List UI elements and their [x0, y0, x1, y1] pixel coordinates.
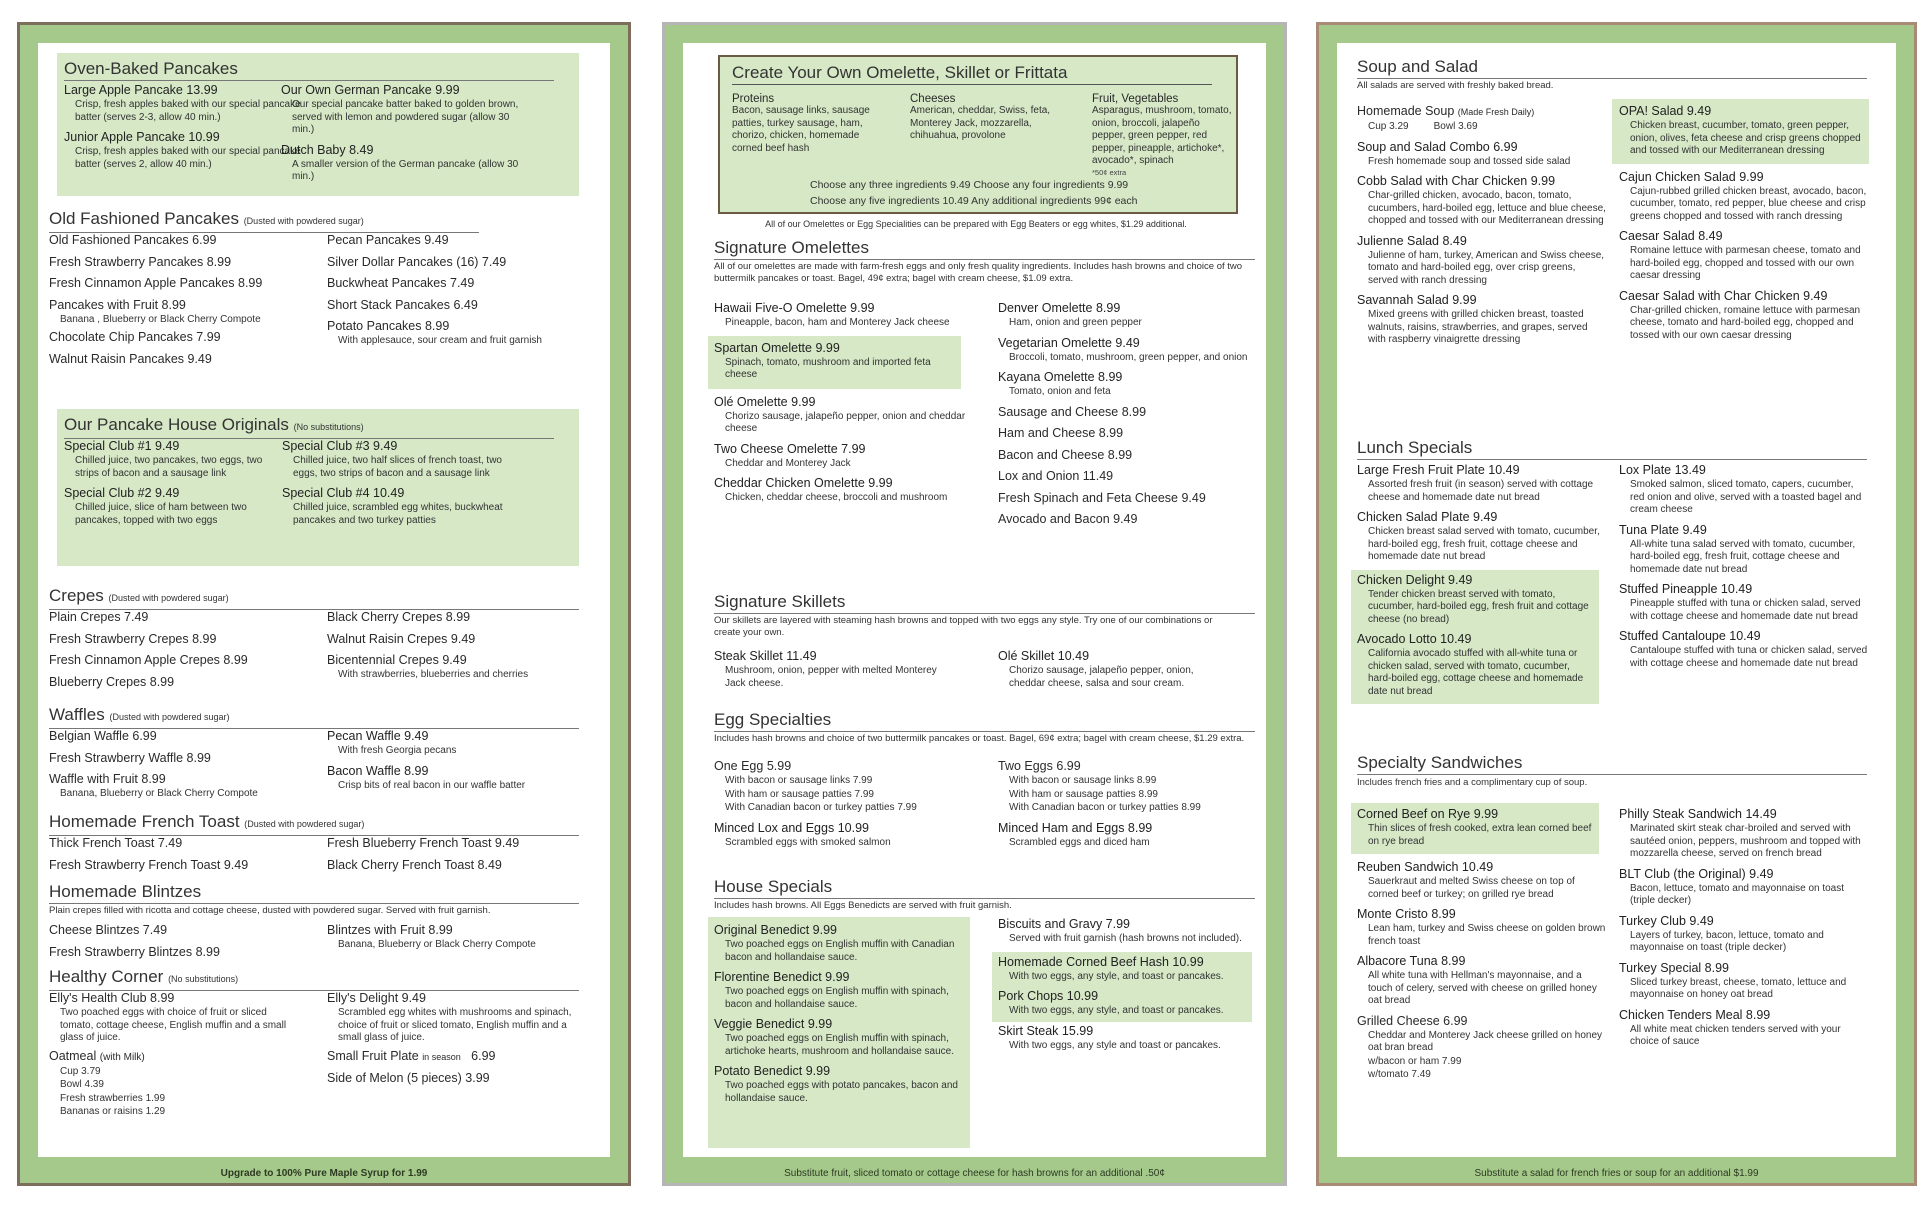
menu-item: Large Fresh Fruit Plate 10.49 Assorted fresh fruit (in season) served with cottage cheese and homemade date nut bread — [1357, 463, 1594, 503]
item-desc: Cup 3.29 Bowl 3.69 — [1368, 121, 1478, 132]
section-note: Our skillets are layered with steaming hash browns and topped with two eggs any style. Try one of our combinations or create your own. — [714, 615, 1213, 638]
menu-item: Hawaii Five-O Omelette 9.99 Pineapple, bacon, ham and Monterey Jack cheese — [714, 301, 950, 328]
menu-item: Caesar Salad 8.49 Romaine lettuce with parmesan cheese, tomato and hard-boiled egg, chopped and tossed with our own caesar dressing — [1619, 229, 1861, 281]
section-title: Egg Specialties — [714, 710, 1255, 732]
menu-item: Chocolate Chip Pancakes 7.99 — [49, 330, 221, 344]
menu-item: Avocado Lotto 10.49 California avocado stuffed with all-white tuna or chicken salad, served with tomato, cucumber, hard-boiled egg, cottage cheese and homemade date nut bread — [1357, 632, 1584, 697]
menu-item: Cajun Chicken Salad 9.99 Cajun-rubbed grilled chicken breast, avocado, bacon, cucumber, tomato, red pepper, blue cheese and crisp greens chopped and tossed with ranch dressing — [1619, 169, 1867, 222]
panel-content — [683, 43, 1266, 1157]
menu-item: Large Apple Pancake 13.99 Crisp, fresh apples baked with our special pancake batter (serves 2-3, allow 40 min.) — [64, 83, 301, 123]
menu-item: Florentine Benedict 9.99 Two poached eggs on English muffin with spinach, bacon and hollandaise sauce. — [714, 970, 949, 1010]
menu-item: Blintzes with Fruit 8.99 — [327, 923, 453, 937]
item-desc: Banana, Blueberry or Black Cherry Compote — [338, 939, 536, 950]
menu-item: Bicentennial Crepes 9.49 — [327, 653, 467, 667]
section-note: Plain crepes filled with ricotta and cottage cheese, dusted with powdered sugar. Served with fruit garnish. — [49, 905, 491, 916]
section-title: Healthy Corner (No substitutions) — [49, 967, 579, 991]
section-note: All of our omelettes are made with farm-fresh eggs and only fresh quality ingredients. Includes hash browns and choice of two buttermilk pancakes or toast. Bagel, 49¢ extra; bagel with cream cheese, $1.09 extra. — [714, 261, 1243, 284]
menu-item: Junior Apple Pancake 10.99 Crisp, fresh apples baked with our special pancake batter (serves 2, allow 40 min.) — [64, 130, 301, 170]
menu-item: Bacon and Cheese 8.99 — [998, 447, 1133, 462]
menu-item: Philly Steak Sandwich 14.49 Marinated skirt steak char-broiled and served with sautéed onion, peppers, mushroom and topped with mozzarella cheese, served on french bread — [1619, 807, 1861, 859]
item-desc: With ham or sausage patties 8.99 — [1009, 788, 1158, 800]
menu-item: Elly's Health Club 8.99 — [49, 991, 175, 1005]
menu-item: Dutch Baby 8.49 A smaller version of the German pancake (allow 30 min.) — [281, 142, 519, 182]
menu-item: Short Stack Pancakes 6.49 — [327, 297, 478, 312]
section-title: Soup and Salad — [1357, 57, 1867, 79]
menu-item: Fresh Strawberry Waffle 8.99 — [49, 750, 211, 765]
menu-item: Special Club #4 10.49 Chilled juice, scrambled egg whites, buckwheat pancakes and two turkey patties — [282, 486, 503, 526]
menu-item: Tuna Plate 9.49 All-white tuna salad served with tomato, cucumber, hard-boiled egg, fresh fruit, cottage cheese and homemade date nut bread — [1619, 522, 1856, 575]
item-desc: Two poached eggs with choice of fruit or sliced tomato, cottage cheese, English muffin and a small glass of juice. — [60, 1007, 287, 1043]
menu-item: Lox Plate 13.49 Smoked salmon, sliced tomato, capers, cucumber, red onion and olive, served with a toasted bagel and cream cheese — [1619, 463, 1862, 515]
section-title: Create Your Own Omelette, Skillet or Frittata — [732, 63, 1212, 85]
panel-content — [1337, 43, 1896, 1157]
menu-item: Fresh Strawberry Blintzes 8.99 — [49, 944, 220, 959]
menu-item: Blueberry Crepes 8.99 — [49, 674, 175, 689]
menu-item: Minced Lox and Eggs 10.99 Scrambled eggs with smoked salmon — [714, 820, 891, 848]
menu-item: Skirt Steak 15.99 With two eggs, any style and toast or pancakes. — [998, 1023, 1221, 1051]
section-title: Crepes (Dusted with powdered sugar) — [49, 586, 579, 610]
menu-item: Stuffed Cantaloupe 10.49 Cantaloupe stuffed with tuna or chicken salad, served with cottage cheese and homemade date nut bread — [1619, 629, 1868, 669]
menu-item: Avocado and Bacon 9.49 — [998, 512, 1138, 526]
menu-item: Denver Omelette 8.99 Ham, onion and green pepper — [998, 301, 1142, 328]
section-note: All salads are served with freshly baked bread. — [1357, 80, 1554, 91]
menu-item-highlighted: OPA! Salad 9.49 Chicken breast, cucumber, tomato, green pepper, onion, olives, feta cheese and crisp greens chopped and tossed with our Mediterranean dressing — [1612, 99, 1869, 164]
menu-item: Two Cheese Omelette 7.99 Cheddar and Monterey Jack — [714, 441, 866, 469]
section-title: House Specials — [714, 877, 1255, 899]
section-note: Includes hash browns. All Eggs Benedicts are served with fruit garnish. — [714, 900, 1012, 911]
menu-item: Sausage and Cheese 8.99 — [998, 404, 1147, 419]
menu-item: Oatmeal (with Milk) — [49, 1048, 145, 1063]
menu-item: Special Club #3 9.49 Chilled juice, two half slices of french toast, two eggs, two strips of bacon and a sausage link — [282, 439, 502, 479]
menu-item: Soup and Salad Combo 6.99 Fresh homemade soup and tossed side salad — [1357, 139, 1571, 167]
vegetables-column: Fruit, Vegetables Asparagus, mushroom, tomato, onion, broccoli, jalapeño pepper, green pepper, red pepper, pineapple, artichoke*, avocado*, spinach *50¢ extra — [1092, 93, 1232, 177]
pricing: Choose any three ingredients 9.49 Choose any four ingredients 9.99 Choose any five ingredients 10.49 Any additional ingredients 99¢ each — [810, 179, 1138, 207]
menu-item: Side of Melon (5 pieces) 3.99 — [327, 1071, 490, 1085]
menu-item: Walnut Raisin Crepes 9.49 — [327, 631, 476, 646]
item-desc: Bowl 4.39 — [60, 1079, 104, 1090]
cheeses-column: Cheeses American, cheddar, Swiss, feta, Monterey Jack, mozzarella, chihuahua, provolone — [910, 93, 1051, 141]
menu-item: BLT Club (the Original) 9.49 Bacon, lettuce, tomato and mayonnaise on toast (triple decker) — [1619, 866, 1845, 906]
section-title: Waffles (Dusted with powdered sugar) — [49, 705, 579, 729]
footer-note: Substitute a salad for french fries or soup for an additional $1.99 — [1474, 1168, 1759, 1179]
menu-item: Monte Cristo 8.99 Lean ham, turkey and Swiss cheese on golden brown french toast — [1357, 907, 1606, 947]
section-title: Oven-Baked Pancakes — [64, 59, 554, 81]
menu-item: Turkey Special 8.99 Sliced turkey breast, cheese, tomato, lettuce and mayonnaise on honey oat bread — [1619, 960, 1847, 1000]
item-desc: w/bacon or ham 7.99 — [1368, 1055, 1462, 1067]
item-desc: With Canadian bacon or turkey patties 8.99 — [1009, 802, 1201, 813]
egg-beaters-note: All of our Omelettes or Egg Specialities can be prepared with Egg Beaters or egg whites, $1.29 additional. — [765, 219, 1187, 229]
menu-item: Grilled Cheese 6.99 — [1357, 1013, 1468, 1028]
menu-item: Pecan Pancakes 9.49 — [327, 233, 449, 247]
item-desc: With ham or sausage patties 7.99 — [725, 788, 874, 800]
menu-item: One Egg 5.99 — [714, 759, 792, 773]
menu-panel-breakfast — [17, 22, 631, 1186]
menu-item: Minced Ham and Eggs 8.99 Scrambled eggs and diced ham — [998, 820, 1153, 848]
menu-item: Savannah Salad 9.99 Mixed greens with grilled chicken breast, toasted walnuts, raisins, strawberries, and grapes, served with raspberry vinaigrette dressing — [1357, 293, 1588, 345]
section-title: Specialty Sandwiches — [1357, 753, 1867, 775]
menu-item: Black Cherry French Toast 8.49 — [327, 857, 502, 872]
menu-item: Fresh Strawberry Pancakes 8.99 — [49, 254, 232, 269]
item-desc: Fresh strawberries 1.99 — [60, 1092, 166, 1104]
menu-item: Veggie Benedict 9.99 Two poached eggs on English muffin with spinach, artichoke hearts, mushroom and hollandaise sauce. — [714, 1017, 955, 1057]
footer-note: Substitute fruit, sliced tomato or cottage cheese for hash browns for an additional .50¢ — [784, 1168, 1165, 1179]
item-desc: Bananas or raisins 1.29 — [60, 1106, 166, 1117]
item-desc: With bacon or sausage links 7.99 — [725, 775, 873, 786]
menu-item-highlighted: Corned Beef on Rye 9.99 Thin slices of fresh cooked, extra lean corned beef on rye bread — [1351, 803, 1599, 854]
menu-item: Chicken Tenders Meal 8.99 All white meat chicken tenders served with your choice of sauce — [1619, 1007, 1841, 1047]
item-desc: w/tomato 7.49 — [1368, 1069, 1431, 1080]
menu-item: Chicken Salad Plate 9.49 Chicken breast salad served with tomato, cucumber, hard-boiled egg, fresh fruit, cottage cheese and homemade date nut bread — [1357, 510, 1600, 562]
menu-item: Vegetarian Omelette 9.49 Broccoli, tomato, mushroom, green pepper, and onion — [998, 335, 1248, 363]
create-omelette-box — [718, 55, 1238, 214]
menu-item: Homemade Soup (Made Fresh Daily) — [1357, 104, 1535, 118]
item-desc: With Canadian bacon or turkey patties 7.99 — [725, 802, 917, 813]
menu-item: Olé Omelette 9.99 Chorizo sausage, jalapeño pepper, onion and cheddar cheese — [714, 394, 966, 434]
menu-item: Thick French Toast 7.49 — [49, 836, 183, 850]
item-desc: With bacon or sausage links 8.99 — [1009, 775, 1157, 786]
menu-item: Chicken Delight 9.49 Tender chicken breast served with tomato, cucumber, hard-boiled egg, fresh fruit and cottage cheese (no bread) — [1357, 572, 1589, 625]
menu-item: Small Fruit Plate in season 6.99 — [327, 1048, 496, 1063]
menu-item: Fresh Spinach and Feta Cheese 9.49 — [998, 490, 1206, 505]
item-desc: Cheddar and Monterey Jack cheese grilled on honey oat bran bread — [1368, 1029, 1603, 1053]
menu-item: Potato Pancakes 8.99 — [327, 319, 450, 333]
menu-item: Black Cherry Crepes 8.99 — [327, 610, 471, 624]
menu-item: Reuben Sandwich 10.49 Sauerkraut and melted Swiss cheese on top of corned beef or turkey; on grilled rye bread — [1357, 860, 1575, 900]
menu-item: Caesar Salad with Char Chicken 9.49 Char-grilled chicken, romaine lettuce with parmesan cheese, tomato and hard-boiled egg, chopped and tossed with our own caesar dressing — [1619, 288, 1861, 341]
item-desc: With strawberries, blueberries and cherries — [338, 669, 529, 680]
section-title: Lunch Specials — [1357, 438, 1867, 460]
menu-item: Fresh Cinnamon Apple Crepes 8.99 — [49, 653, 248, 667]
item-desc: Scrambled egg whites with mushrooms and spinach, choice of fruit or sliced tomato, English muffin and a small glass of juice. — [338, 1007, 572, 1043]
proteins-column: Proteins Bacon, sausage links, sausage patties, turkey sausage, ham, chorizo, chicken, homemade corned beef hash — [732, 93, 870, 154]
menu-item: Cheese Blintzes 7.49 — [49, 923, 168, 937]
menu-item: Cobb Salad with Char Chicken 9.99 Char-grilled chicken, avocado, bacon, tomato, cucumbers, hard-boiled egg, lettuce and blue cheese, chopped and tossed with our Mediterranean dressing — [1357, 174, 1606, 226]
section-note: Includes hash browns and choice of two buttermilk pancakes or toast. Bagel, 69¢ extra; bagel with cream cheese, $1.29 extra. — [714, 733, 1245, 744]
originals-section — [57, 409, 579, 566]
menu-item: Pecan Waffle 9.49 With fresh Georgia pecans — [327, 729, 457, 756]
menu-item: Buckwheat Pancakes 7.49 — [327, 276, 475, 290]
menu-item-highlighted: Homemade Corned Beef Hash 10.99 With two eggs, any style, and toast or pancakes. Pork Chops 10.99 With two eggs, any style, and toast or pancakes. — [992, 952, 1252, 1022]
menu-item: Fresh Cinnamon Apple Pancakes 8.99 — [49, 276, 263, 290]
menu-item: Olé Skillet 10.49 Chorizo sausage, jalapeño pepper, onion, cheddar cheese, salsa and sour cream. — [998, 649, 1194, 689]
lunch-highlight — [1351, 570, 1599, 705]
menu-panel-lunch — [1316, 22, 1917, 1186]
menu-item: Elly's Delight 9.49 — [327, 991, 426, 1005]
menu-item: Kayana Omelette 8.99 Tomato, onion and feta — [998, 370, 1123, 397]
menu-item: Waffle with Fruit 8.99 — [49, 772, 166, 786]
panel-content — [38, 43, 610, 1157]
menu-item: Walnut Raisin Pancakes 9.49 — [49, 351, 212, 366]
menu-item: Fresh Blueberry French Toast 9.49 — [327, 836, 520, 850]
menu-item: Steak Skillet 11.49 Mushroom, onion, pepper with melted Monterey Jack cheese. — [714, 649, 937, 689]
item-desc: Cup 3.79 — [60, 1065, 101, 1077]
section-title: Homemade French Toast (Dusted with powdered sugar) — [49, 812, 579, 836]
menu-item: Special Club #2 9.49 Chilled juice, slice of ham between two pancakes, topped with two eggs — [64, 486, 247, 526]
menu-panel-eggs — [662, 22, 1287, 1186]
menu-item: Belgian Waffle 6.99 — [49, 729, 157, 743]
section-title: Signature Omelettes — [714, 238, 1255, 260]
menu-item: Original Benedict 9.99 Two poached eggs on English muffin with Canadian bacon and hollandaise sauce. — [714, 923, 955, 963]
menu-item: Albacore Tuna 8.99 All white tuna with Hellman's mayonnaise, and a touch of celery, served with cheese on grilled honey oat bread — [1357, 954, 1597, 1006]
oven-baked-section — [57, 53, 579, 196]
section-title: Old Fashioned Pancakes (Dusted with powdered sugar) — [49, 209, 479, 233]
menu-item: Silver Dollar Pancakes (16) 7.49 — [327, 254, 507, 269]
menu-item: Lox and Onion 11.49 — [998, 469, 1114, 483]
menu-item: Old Fashioned Pancakes 6.99 — [49, 233, 217, 247]
item-desc: Banana , Blueberry or Black Cherry Compote — [60, 313, 261, 325]
menu-item: Potato Benedict 9.99 Two poached eggs with potato pancakes, bacon and hollandaise sauce. — [714, 1064, 958, 1104]
menu-item: Turkey Club 9.49 Layers of turkey, bacon, lettuce, tomato and mayonnaise on toast (triple decker) — [1619, 913, 1824, 953]
menu-item-highlighted: Spartan Omelette 9.99 Spinach, tomato, mushroom and imported feta cheese — [708, 336, 961, 389]
menu-item: Julienne Salad 8.49 Julienne of ham, turkey, American and Swiss cheese, tomato and hard-boiled egg, over crisp greens, served with ranch dressing — [1357, 233, 1605, 286]
menu-item: Bacon Waffle 8.99 Crisp bits of real bacon in our waffle batter — [327, 763, 526, 791]
menu-item: Ham and Cheese 8.99 — [998, 426, 1124, 440]
menu-item: Fresh Strawberry Crepes 8.99 — [49, 631, 217, 646]
menu-item: Biscuits and Gravy 7.99 Served with fruit garnish (hash browns not included). — [998, 917, 1242, 944]
menu-item: Fresh Strawberry French Toast 9.49 — [49, 857, 249, 872]
section-title: Homemade Blintzes — [49, 882, 579, 904]
menu-item: Plain Crepes 7.49 — [49, 610, 149, 624]
menu-item: Pancakes with Fruit 8.99 — [49, 297, 186, 312]
footer-note: Upgrade to 100% Pure Maple Syrup for 1.99 — [220, 1168, 428, 1179]
menu-item: Two Eggs 6.99 — [998, 759, 1081, 773]
menu-item: Cheddar Chicken Omelette 9.99 Chicken, cheddar cheese, broccoli and mushroom — [714, 476, 948, 503]
menu-item: Stuffed Pineapple 10.49 Pineapple stuffed with tuna or chicken salad, served with cottage cheese and homemade date nut bread — [1619, 582, 1861, 622]
menu-item: Our Own German Pancake 9.99 Our special pancake batter baked to golden brown, served with lemon and powdered sugar (allow 30 min.) — [281, 83, 519, 135]
section-title: Our Pancake House Originals (No substitutions) — [64, 415, 554, 439]
section-title: Signature Skillets — [714, 592, 1255, 614]
menu-item: Special Club #1 9.49 Chilled juice, two pancakes, two eggs, two strips of bacon and a sausage link — [64, 439, 263, 479]
section-note: Includes french fries and a complimentary cup of soup. — [1357, 777, 1588, 788]
item-desc: With applesauce, sour cream and fruit garnish — [338, 335, 542, 346]
item-desc: Banana, Blueberry or Black Cherry Compote — [60, 788, 258, 799]
